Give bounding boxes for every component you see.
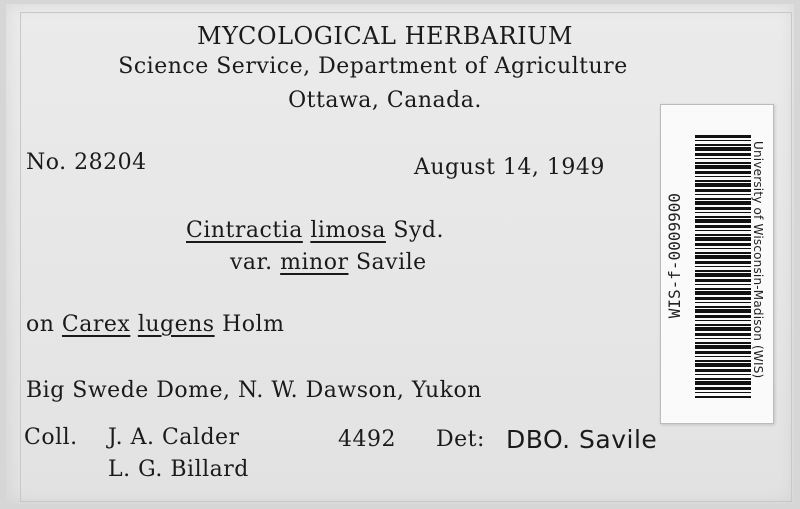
barcode-label — [660, 104, 774, 424]
taxon-author: Syd. — [393, 218, 444, 243]
record-date: August 14, 1949 — [414, 155, 605, 180]
barcode-bars — [695, 135, 751, 399]
host-prefix: on — [26, 312, 55, 337]
department-line: Science Service, Department of Agriculture — [118, 54, 628, 79]
variety-author: Savile — [355, 250, 427, 275]
host-line — [26, 312, 284, 337]
taxon-variety — [230, 250, 427, 275]
host-author: Holm — [222, 312, 285, 337]
taxon-species: limosa — [310, 218, 386, 243]
det-label: Det: — [436, 427, 485, 452]
determiner: DBO. Savile — [506, 425, 658, 454]
herbarium-title: MYCOLOGICAL HERBARIUM — [197, 22, 573, 50]
location-line: Ottawa, Canada. — [288, 88, 482, 113]
locality-line: Big Swede Dome, N. W. Dawson, Yukon — [26, 378, 482, 403]
coll-label: Coll. — [24, 425, 78, 450]
record-number: No. 28204 — [26, 150, 147, 175]
taxon-genus: Cintractia — [186, 218, 303, 243]
collector-1: J. A. Calder — [108, 425, 240, 450]
host-genus: Carex — [61, 312, 131, 337]
host-species: lugens — [137, 312, 215, 337]
collection-number: 4492 — [338, 427, 396, 452]
taxon-name — [186, 218, 444, 243]
catalog-number: WIS-f-0009900 — [665, 193, 684, 319]
institution-text: University of Wisconsin-Madison (WIS) — [751, 141, 765, 379]
collector-2: L. G. Billard — [108, 457, 249, 482]
variety-rank: var. — [230, 250, 273, 275]
variety-epithet: minor — [280, 250, 349, 275]
